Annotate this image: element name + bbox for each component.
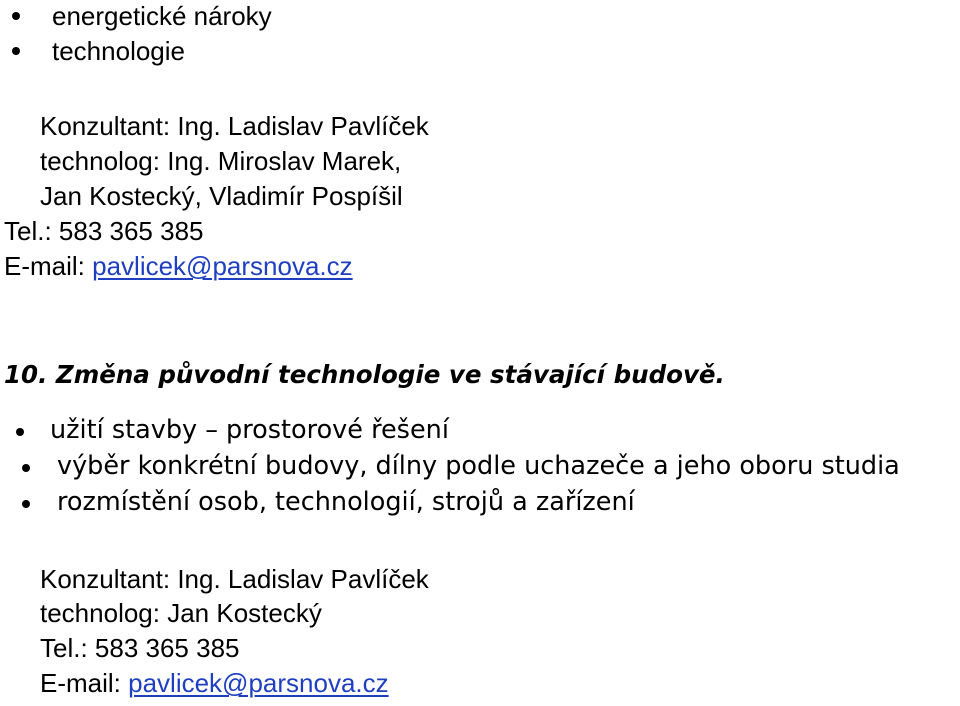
section-heading: 10. Změna původní technologie ve stávající budově.: [4, 360, 725, 389]
bullet-icon: [16, 428, 24, 436]
email-line: [40, 670, 389, 696]
email-label: E-mail:: [40, 668, 129, 698]
technolog-line: technolog: Jan Kostecký: [40, 598, 322, 628]
consultant-line: Konzultant: Ing. Ladislav Pavlíček: [40, 111, 429, 141]
bullet-icon: [22, 464, 30, 472]
phone-line: Tel.: 583 365 385: [4, 216, 204, 246]
bullet-text-uziti-stavby: užití stavby – prostorové řešení: [50, 415, 449, 445]
phone-line: Tel.: 583 365 385: [40, 633, 240, 663]
technolog-names-line: Jan Kostecký, Vladimír Pospíšil: [40, 181, 403, 211]
email-line: [4, 253, 353, 279]
email-link[interactable]: pavlicek@parsnova.cz: [92, 251, 353, 281]
bullet-icon: [12, 47, 20, 55]
email-label: E-mail:: [4, 251, 93, 281]
bullet-text-rozmisteni: rozmístění osob, technologií, strojů a zařízení: [57, 487, 635, 517]
bullet-text-energeticke-naroky: energetické nároky: [52, 1, 272, 31]
bullet-text-technologie: technologie: [52, 36, 185, 66]
bullet-icon: [22, 500, 30, 508]
consultant-line: Konzultant: Ing. Ladislav Pavlíček: [40, 564, 429, 594]
technolog-line: technolog: Ing. Miroslav Marek,: [40, 146, 402, 176]
bullet-icon: [12, 12, 20, 20]
email-link[interactable]: pavlicek@parsnova.cz: [128, 668, 389, 698]
bullet-text-vyber-budovy: výběr konkrétní budovy, dílny podle uchazeče a jeho oboru studia: [57, 451, 900, 481]
